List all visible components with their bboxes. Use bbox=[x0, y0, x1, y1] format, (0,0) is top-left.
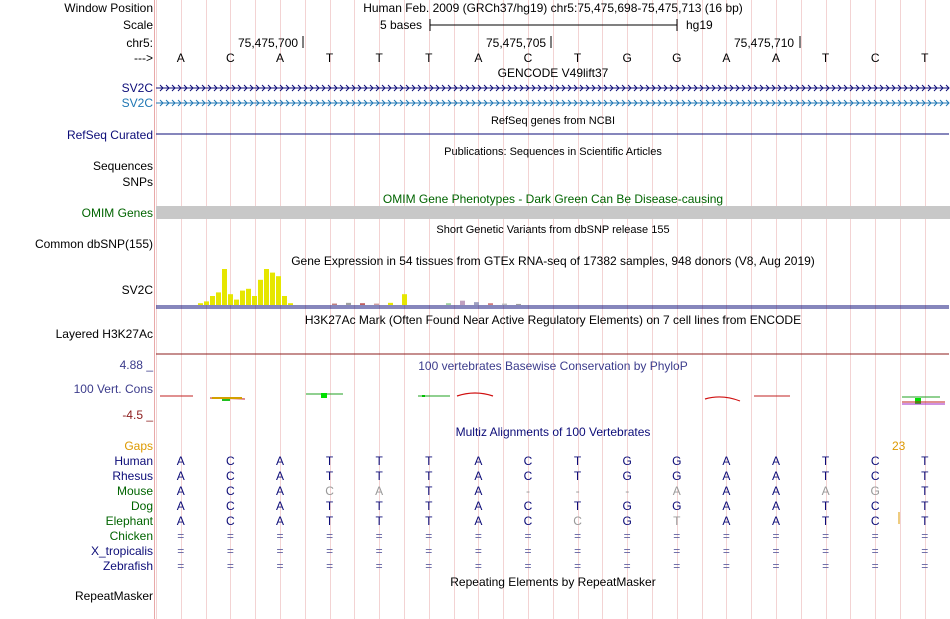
gtex-bar bbox=[388, 303, 393, 305]
multiz-base: = bbox=[326, 529, 334, 543]
gtex-bar bbox=[288, 303, 293, 305]
reference-base: A bbox=[176, 51, 185, 65]
multiz-base: = bbox=[326, 559, 334, 573]
multiz-base: T bbox=[573, 454, 582, 468]
multiz-base: T bbox=[425, 469, 433, 483]
scale-label: Scale bbox=[122, 18, 153, 32]
multiz-base: C bbox=[523, 469, 533, 483]
multiz-base: G bbox=[622, 514, 632, 528]
gtex-bar bbox=[332, 304, 337, 305]
gtex-bar bbox=[474, 302, 479, 305]
multiz-base: = bbox=[921, 544, 929, 558]
multiz-base: = bbox=[524, 544, 532, 558]
gtex-bar bbox=[270, 273, 275, 305]
gtex-bar bbox=[374, 304, 379, 305]
multiz-base: T bbox=[921, 454, 929, 468]
multiz-base: = bbox=[425, 559, 433, 573]
reference-base: A bbox=[722, 51, 731, 65]
reference-base: C bbox=[226, 51, 235, 65]
reference-base: C bbox=[523, 51, 533, 65]
multiz-base: T bbox=[573, 499, 582, 513]
multiz-base: A bbox=[821, 484, 830, 498]
multiz-species-label[interactable]: Zebrafish bbox=[102, 559, 153, 573]
gencode-row-1-label[interactable]: SV2C bbox=[121, 81, 153, 95]
multiz-gaps-label: Gaps bbox=[124, 439, 153, 453]
multiz-base: = bbox=[177, 544, 185, 558]
multiz-base: T bbox=[425, 484, 433, 498]
multiz-base: A bbox=[722, 514, 731, 528]
multiz-base: C bbox=[325, 484, 334, 498]
multiz-base: = bbox=[474, 559, 482, 573]
gtex-bar bbox=[228, 294, 233, 305]
multiz-base: T bbox=[821, 514, 830, 528]
gencode-row-2-label[interactable]: SV2C bbox=[121, 96, 153, 110]
dbsnp-label[interactable]: Common dbSNP(155) bbox=[34, 237, 153, 251]
multiz-species-label[interactable]: X_tropicalis bbox=[90, 544, 153, 558]
multiz-base: T bbox=[425, 499, 433, 513]
multiz-base: = bbox=[722, 559, 730, 573]
gtex-bar bbox=[198, 303, 203, 305]
dbsnp-title[interactable]: Short Genetic Variants from dbSNP release 155 bbox=[436, 224, 670, 236]
multiz-base: A bbox=[722, 454, 731, 468]
multiz-base: A bbox=[474, 469, 483, 483]
multiz-base: C bbox=[870, 499, 880, 513]
reference-base: G bbox=[622, 51, 632, 65]
multiz-base: = bbox=[822, 544, 830, 558]
reference-base: A bbox=[771, 51, 780, 65]
gtex-bar bbox=[276, 276, 281, 305]
multiz-base: = bbox=[673, 544, 681, 558]
multiz-base: = bbox=[673, 559, 681, 573]
multiz-base: - bbox=[575, 484, 580, 498]
multiz-species-label[interactable]: Mouse bbox=[116, 484, 153, 498]
multiz-base: C bbox=[870, 469, 880, 483]
multiz-base: - bbox=[625, 484, 630, 498]
multiz-base: A bbox=[474, 514, 483, 528]
strand-label: ---> bbox=[134, 51, 153, 65]
multiz-base: T bbox=[821, 499, 830, 513]
multiz-base: T bbox=[821, 454, 830, 468]
multiz-base: C bbox=[226, 484, 235, 498]
gtex-bar bbox=[252, 296, 257, 305]
multiz-base: A bbox=[275, 484, 284, 498]
multiz-base: C bbox=[523, 514, 533, 528]
multiz-base: = bbox=[722, 529, 730, 543]
multiz-base: = bbox=[177, 559, 185, 573]
multiz-base: T bbox=[821, 469, 830, 483]
multiz-base: A bbox=[275, 514, 284, 528]
repeatmasker-title[interactable]: Repeating Elements by RepeatMasker bbox=[450, 575, 656, 589]
multiz-species-label[interactable]: Elephant bbox=[105, 514, 153, 528]
multiz-base: = bbox=[673, 529, 681, 543]
reference-base: G bbox=[672, 51, 682, 65]
multiz-base: C bbox=[870, 514, 880, 528]
scale-assembly: hg19 bbox=[686, 18, 713, 32]
gtex-bar bbox=[460, 301, 465, 305]
multiz-base: = bbox=[772, 529, 780, 543]
multiz-base: C bbox=[870, 454, 880, 468]
reference-base: T bbox=[921, 51, 929, 65]
multiz-base: = bbox=[623, 559, 631, 573]
multiz-base: A bbox=[375, 484, 384, 498]
phylop-min: -4.5 _ bbox=[122, 408, 153, 422]
multiz-base: T bbox=[425, 514, 433, 528]
multiz-base: T bbox=[325, 454, 334, 468]
multiz-base: = bbox=[574, 544, 582, 558]
chrom-label: chr5: bbox=[126, 36, 153, 50]
multiz-base: T bbox=[921, 499, 929, 513]
multiz-base: A bbox=[275, 469, 284, 483]
gtex-bar bbox=[488, 303, 493, 305]
multiz-base: G bbox=[622, 499, 632, 513]
multiz-base: A bbox=[176, 514, 185, 528]
gtex-bar bbox=[216, 292, 221, 305]
reference-base: T bbox=[821, 51, 830, 65]
publications-label-sequences[interactable]: Sequences bbox=[92, 159, 153, 173]
multiz-base: = bbox=[425, 544, 433, 558]
multiz-base: T bbox=[375, 454, 383, 468]
multiz-base: = bbox=[524, 559, 532, 573]
coord-1: 75,475,700 bbox=[238, 36, 299, 50]
multiz-base: A bbox=[771, 514, 780, 528]
multiz-base: T bbox=[325, 499, 334, 513]
multiz-base: A bbox=[176, 454, 185, 468]
multiz-base: = bbox=[375, 559, 383, 573]
multiz-base: A bbox=[722, 499, 731, 513]
window-position-label: Window Position bbox=[64, 1, 153, 15]
multiz-base: T bbox=[921, 514, 929, 528]
multiz-base: C bbox=[226, 499, 235, 513]
multiz-base: A bbox=[722, 469, 731, 483]
multiz-base: = bbox=[474, 529, 482, 543]
multiz-base: A bbox=[771, 454, 780, 468]
phylop-label[interactable]: 100 Vert. Cons bbox=[73, 382, 153, 396]
multiz-base: = bbox=[871, 544, 879, 558]
h3k27ac-title[interactable]: H3K27Ac Mark (Often Found Near Active Regulatory Elements) on 7 cell lines from ENCODE bbox=[304, 313, 802, 327]
gtex-bar bbox=[264, 269, 269, 305]
multiz-base: = bbox=[722, 544, 730, 558]
repeatmasker-label[interactable]: RepeatMasker bbox=[74, 589, 153, 603]
multiz-base: = bbox=[574, 559, 582, 573]
multiz-base: = bbox=[425, 529, 433, 543]
multiz-base: T bbox=[375, 499, 383, 513]
phylop-title[interactable]: 100 vertebrates Basewise Conservation by PhyloP bbox=[418, 359, 688, 373]
gtex-bar bbox=[446, 303, 451, 305]
multiz-base: = bbox=[226, 529, 234, 543]
refseq-title[interactable]: RefSeq genes from NCBI bbox=[490, 115, 616, 127]
scale-text: 5 bases bbox=[380, 18, 423, 32]
multiz-base: = bbox=[871, 559, 879, 573]
multiz-base: A bbox=[275, 499, 284, 513]
multiz-base: C bbox=[226, 514, 235, 528]
multiz-base: G bbox=[870, 484, 880, 498]
omim-title[interactable]: OMIM Gene Phenotypes - Dark Green Can Be Disease-causing bbox=[382, 192, 724, 206]
multiz-base: A bbox=[474, 499, 483, 513]
multiz-base: = bbox=[276, 529, 284, 543]
multiz-base: = bbox=[772, 544, 780, 558]
coord-2: 75,475,705 bbox=[486, 36, 547, 50]
multiz-base: = bbox=[375, 544, 383, 558]
multiz-base: = bbox=[822, 529, 830, 543]
gtex-bar bbox=[234, 300, 239, 305]
gencode-title[interactable]: GENCODE V49lift37 bbox=[497, 66, 609, 80]
coord-3: 75,475,710 bbox=[734, 36, 795, 50]
omim-label[interactable]: OMIM Genes bbox=[81, 206, 153, 220]
gtex-label[interactable]: SV2C bbox=[121, 283, 153, 297]
gtex-bar bbox=[516, 304, 521, 305]
gtex-bar bbox=[222, 269, 227, 305]
gtex-bar bbox=[282, 296, 287, 305]
multiz-base: A bbox=[176, 499, 185, 513]
multiz-base: C bbox=[523, 454, 533, 468]
gtex-bar bbox=[360, 303, 365, 305]
multiz-base: A bbox=[722, 484, 731, 498]
multiz-base: G bbox=[622, 454, 632, 468]
refseq-label[interactable]: RefSeq Curated bbox=[66, 128, 153, 142]
multiz-base: A bbox=[176, 469, 185, 483]
multiz-base: C bbox=[523, 499, 533, 513]
multiz-base: = bbox=[177, 529, 185, 543]
multiz-title[interactable]: Multiz Alignments of 100 Vertebrates bbox=[455, 425, 651, 439]
reference-base: T bbox=[325, 51, 334, 65]
multiz-base: A bbox=[771, 499, 780, 513]
multiz-base: C bbox=[226, 454, 235, 468]
gtex-bar bbox=[502, 304, 507, 305]
multiz-base: A bbox=[474, 454, 483, 468]
multiz-species-label[interactable]: Human bbox=[114, 454, 153, 468]
multiz-base: = bbox=[375, 529, 383, 543]
multiz-species-label[interactable]: Rhesus bbox=[112, 469, 153, 483]
multiz-base: = bbox=[623, 544, 631, 558]
gtex-bar bbox=[246, 289, 251, 305]
multiz-base: = bbox=[623, 529, 631, 543]
multiz-base: A bbox=[672, 484, 681, 498]
gtex-bar bbox=[210, 296, 215, 305]
gtex-bar bbox=[402, 294, 407, 305]
multiz-base: A bbox=[474, 484, 483, 498]
multiz-base: T bbox=[921, 484, 929, 498]
multiz-base: A bbox=[275, 454, 284, 468]
multiz-base: = bbox=[822, 559, 830, 573]
multiz-base: = bbox=[326, 544, 334, 558]
gtex-bar bbox=[346, 303, 351, 305]
multiz-base: A bbox=[176, 484, 185, 498]
reference-base: A bbox=[474, 51, 483, 65]
multiz-species-label[interactable]: Chicken bbox=[109, 529, 153, 543]
multiz-gap-count: 23 bbox=[892, 439, 906, 453]
multiz-base: T bbox=[673, 514, 681, 528]
multiz-base: T bbox=[573, 469, 582, 483]
gtex-expression-bars bbox=[198, 269, 521, 305]
multiz-base: = bbox=[226, 544, 234, 558]
phylop-max: 4.88 _ bbox=[119, 358, 153, 372]
multiz-base: T bbox=[921, 469, 929, 483]
multiz-base: C bbox=[573, 514, 582, 528]
gtex-bar bbox=[240, 291, 245, 305]
publications-title[interactable]: Publications: Sequences in Scientific Articles bbox=[444, 146, 662, 158]
multiz-base: T bbox=[325, 469, 334, 483]
multiz-base: = bbox=[921, 529, 929, 543]
multiz-base: = bbox=[921, 559, 929, 573]
reference-base: C bbox=[870, 51, 880, 65]
gtex-bar bbox=[204, 301, 209, 305]
multiz-base: T bbox=[375, 514, 383, 528]
multiz-base: - bbox=[526, 484, 530, 498]
multiz-base: = bbox=[574, 529, 582, 543]
multiz-base: A bbox=[771, 484, 780, 498]
multiz-base: T bbox=[425, 454, 433, 468]
multiz-base: = bbox=[524, 529, 532, 543]
multiz-base: A bbox=[771, 469, 780, 483]
multiz-base: = bbox=[276, 559, 284, 573]
gtex-title[interactable]: Gene Expression in 54 tissues from GTEx RNA-seq of 17382 samples, 948 donors (V8, Aug 2019) bbox=[291, 254, 815, 268]
reference-base: A bbox=[275, 51, 284, 65]
multiz-base: = bbox=[474, 544, 482, 558]
reference-base: T bbox=[425, 51, 433, 65]
reference-base: T bbox=[573, 51, 582, 65]
multiz-base: = bbox=[276, 544, 284, 558]
multiz-base: G bbox=[672, 454, 682, 468]
multiz-base: T bbox=[325, 514, 334, 528]
multiz-base: = bbox=[871, 529, 879, 543]
multiz-base: = bbox=[226, 559, 234, 573]
reference-base: T bbox=[375, 51, 383, 65]
multiz-base: = bbox=[772, 559, 780, 573]
multiz-base: G bbox=[622, 469, 632, 483]
publications-label-snps[interactable]: SNPs bbox=[122, 175, 153, 189]
multiz-base: C bbox=[226, 469, 235, 483]
multiz-base: T bbox=[375, 469, 383, 483]
phylop-signal bbox=[160, 393, 945, 404]
multiz-base: G bbox=[672, 499, 682, 513]
multiz-base: G bbox=[672, 469, 682, 483]
window-position-value[interactable]: Human Feb. 2009 (GRCh37/hg19) chr5:75,475,698-75,475,713 (16 bp) bbox=[363, 1, 743, 15]
gtex-bar bbox=[258, 280, 263, 305]
multiz-species-label[interactable]: Dog bbox=[130, 499, 153, 513]
h3k27ac-label[interactable]: Layered H3K27Ac bbox=[55, 327, 153, 341]
